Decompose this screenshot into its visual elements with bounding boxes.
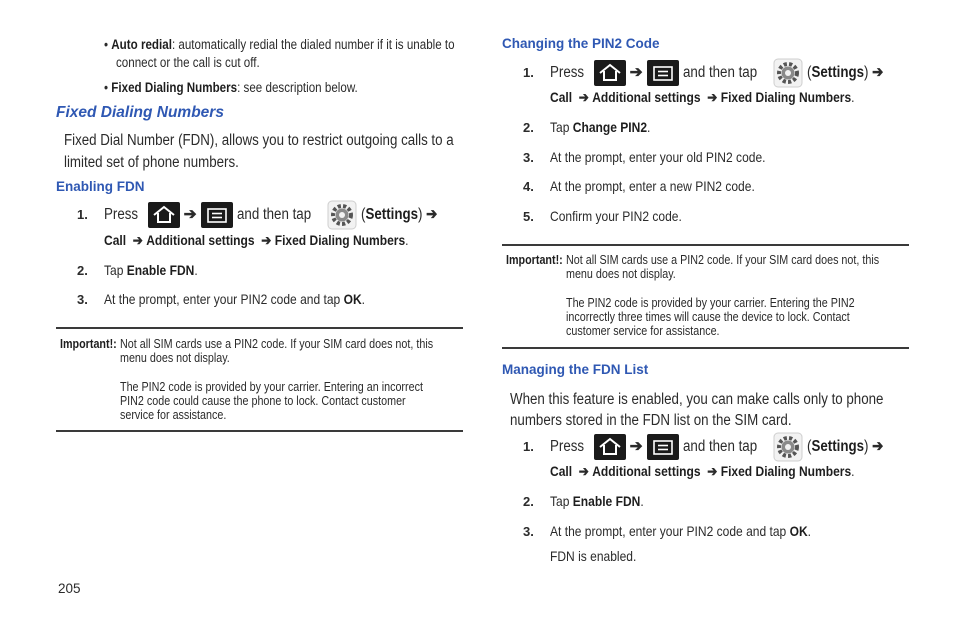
settings-gear-icon bbox=[773, 432, 803, 462]
pin2-step-3: At the prompt, enter your old PIN2 code. bbox=[550, 149, 766, 165]
home-icon bbox=[594, 434, 626, 460]
pin2-step-5: Confirm your PIN2 code. bbox=[550, 208, 682, 224]
important-text-2b: PIN2 code could cause the phone to lock. Contact customer bbox=[120, 394, 406, 408]
subtitle-managing-fdn: Managing the FDN List bbox=[502, 362, 649, 377]
pin2-step-1-line2: Call ➔ Additional settings ➔ Fixed Dialing Numbers. bbox=[550, 89, 855, 105]
important-text-2b: incorrectly three times will cause the device to lock. Contact bbox=[566, 310, 850, 324]
important-text-2a: The PIN2 code is provided by your carrier. Entering an incorrect bbox=[120, 380, 423, 394]
manage-step-3: At the prompt, enter your PIN2 code and tap OK. bbox=[550, 523, 812, 539]
important-text-2c: customer service for assistance. bbox=[566, 324, 720, 338]
step-3: At the prompt, enter your PIN2 code and tap OK. bbox=[104, 291, 366, 307]
menu-icon bbox=[647, 434, 679, 460]
step-number: 1. bbox=[523, 439, 534, 454]
important-text-2c: service for assistance. bbox=[120, 408, 227, 422]
pin2-step-1-line1: Press ➔ and then tap (Settings) ➔ bbox=[550, 57, 896, 89]
step-number: 1. bbox=[77, 207, 88, 222]
menu-icon bbox=[647, 60, 679, 86]
bullet-auto-redial: • Auto redial: automatically redial the dialed number if it is unable to bbox=[104, 37, 455, 52]
settings-gear-icon bbox=[773, 58, 803, 88]
step-number: 1. bbox=[523, 65, 534, 80]
fdn-intro-line1: Fixed Dial Number (FDN), allows you to restrict outgoing calls to a bbox=[64, 132, 454, 149]
important-box-bottom-rule bbox=[56, 430, 463, 432]
important-text-1b: menu does not display. bbox=[120, 351, 230, 365]
settings-gear-icon bbox=[327, 200, 357, 230]
managing-intro-line1: When this feature is enabled, you can make calls only to phone bbox=[510, 391, 884, 408]
step-number: 4. bbox=[523, 179, 534, 194]
subtitle-enabling-fdn: Enabling FDN bbox=[56, 179, 145, 194]
important-box-top-rule bbox=[502, 244, 909, 246]
important-text-1a: Not all SIM cards use a PIN2 code. If your SIM card does not, this bbox=[120, 337, 434, 351]
manage-result: FDN is enabled. bbox=[550, 548, 637, 564]
page-number: 205 bbox=[58, 581, 81, 596]
step-number: 3. bbox=[77, 292, 88, 307]
important-box-top-rule bbox=[56, 327, 463, 329]
step-number: 2. bbox=[523, 120, 534, 135]
manage-step-1-line2: Call ➔ Additional settings ➔ Fixed Dialing Numbers. bbox=[550, 463, 855, 479]
step-number: 3. bbox=[523, 150, 534, 165]
menu-icon bbox=[201, 202, 233, 228]
important-text-2a: The PIN2 code is provided by your carrier. Entering the PIN2 bbox=[566, 296, 855, 310]
step-1-line2: Call ➔ Additional settings ➔ Fixed Dialing Numbers. bbox=[104, 232, 409, 248]
step-2: Tap Enable FDN. bbox=[104, 262, 198, 278]
important-text-1a: Not all SIM cards use a PIN2 code. If your SIM card does not, this bbox=[566, 253, 880, 267]
home-icon bbox=[148, 202, 180, 228]
important-text-1b: menu does not display. bbox=[566, 267, 676, 281]
important-label: Important!: bbox=[506, 253, 563, 267]
pin2-step-2: Tap Change PIN2. bbox=[550, 119, 651, 135]
important-label: Important!: bbox=[60, 337, 117, 351]
step-number: 2. bbox=[77, 263, 88, 278]
managing-intro-line2: numbers stored in the FDN list on the SIM card. bbox=[510, 412, 792, 429]
pin2-step-4: At the prompt, enter a new PIN2 code. bbox=[550, 178, 755, 194]
section-title-fdn: Fixed Dialing Numbers bbox=[56, 104, 224, 121]
subtitle-changing-pin2: Changing the PIN2 Code bbox=[502, 36, 660, 51]
bullet-auto-redial-cont: connect or the call is cut off. bbox=[116, 55, 260, 70]
bullet-fixed-dialing: • Fixed Dialing Numbers: see description below. bbox=[104, 80, 358, 95]
step-1-line1: Press ➔ and then tap (Settings) ➔ bbox=[104, 199, 450, 231]
step-number: 2. bbox=[523, 494, 534, 509]
manage-step-2: Tap Enable FDN. bbox=[550, 493, 644, 509]
fdn-intro-line2: limited set of phone numbers. bbox=[64, 154, 239, 171]
manage-step-1-line1: Press ➔ and then tap (Settings) ➔ bbox=[550, 431, 896, 463]
step-number: 3. bbox=[523, 524, 534, 539]
step-number: 5. bbox=[523, 209, 534, 224]
important-box-bottom-rule bbox=[502, 347, 909, 349]
home-icon bbox=[594, 60, 626, 86]
